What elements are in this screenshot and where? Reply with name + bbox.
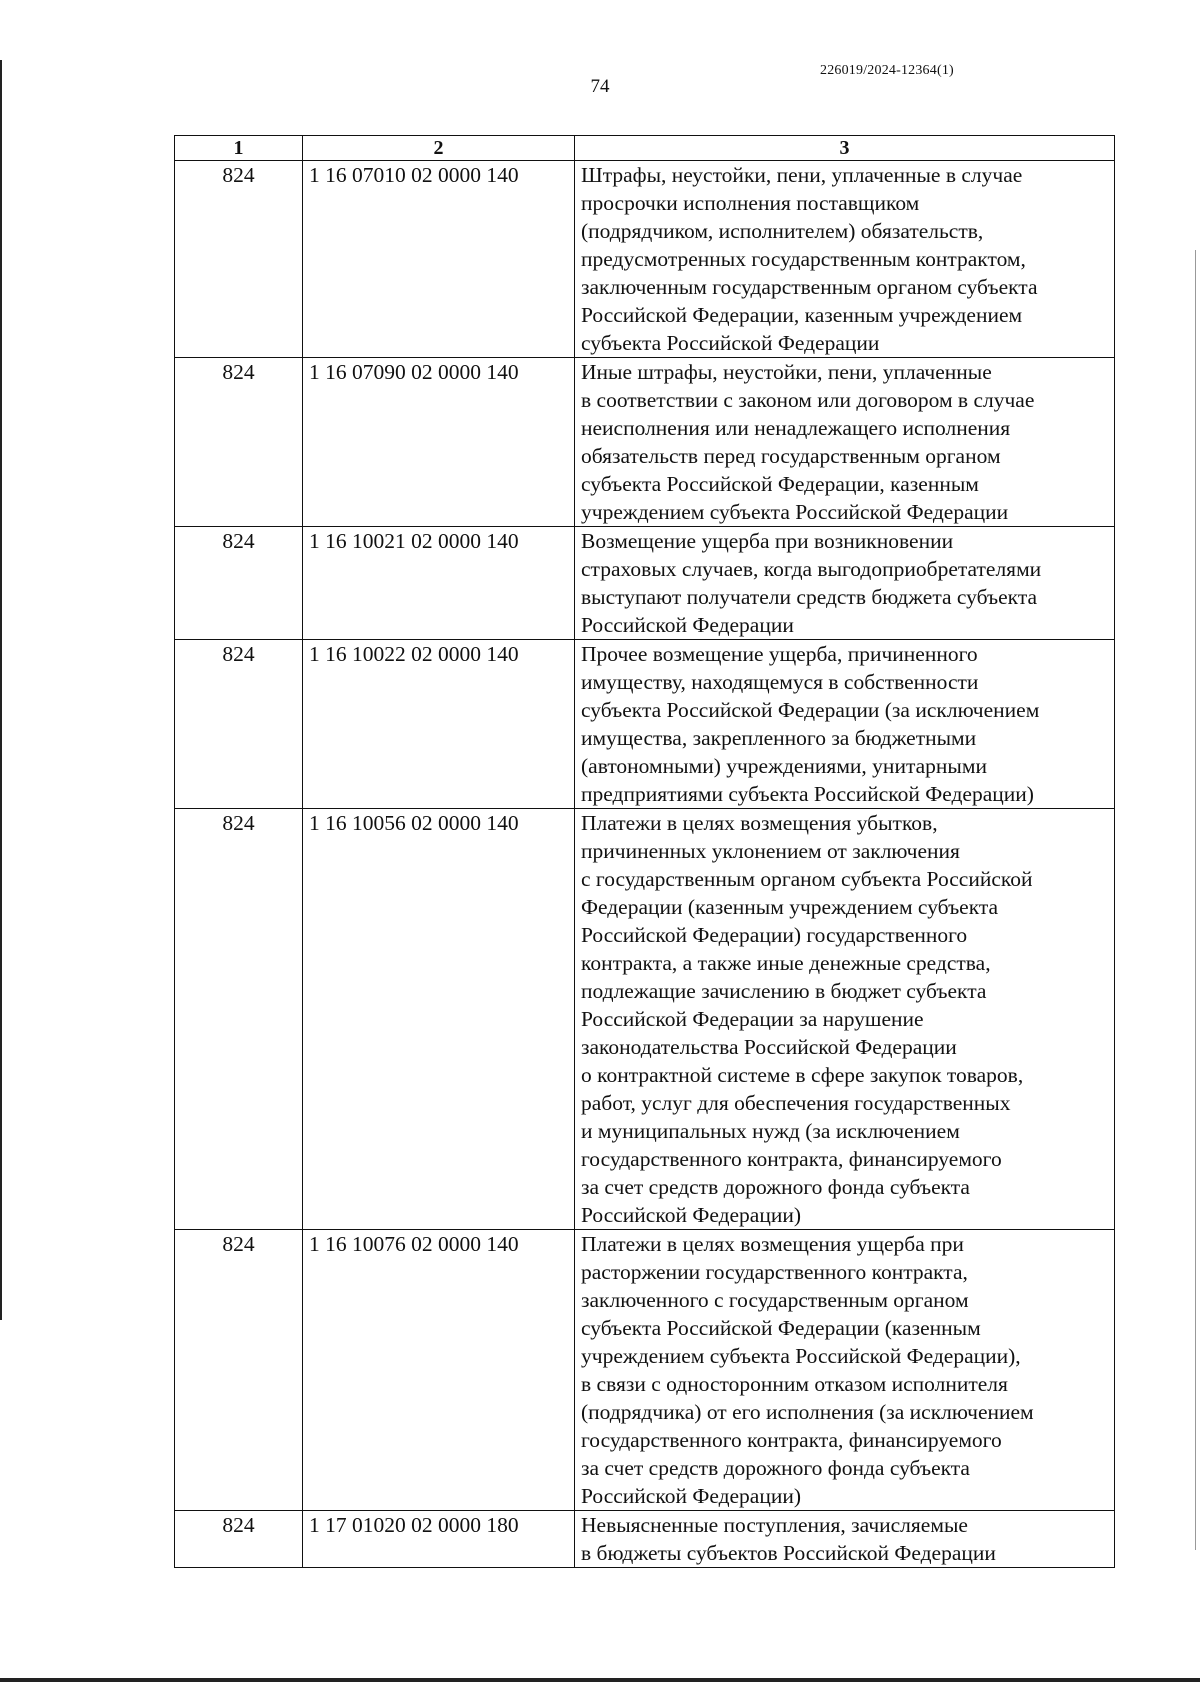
description-line: законодательства Российской Федерации [581,1035,957,1059]
description-line: Федерации (казенным учреждением субъекта [581,895,999,919]
column-header-2: 2 [303,136,575,161]
description-line: Российской Федерации [581,613,794,637]
column-header-3: 3 [575,136,1115,161]
description-cell [575,358,1115,527]
description-line: Российской Федерации) государственного [581,923,968,947]
description-line: Российской Федерации, казенным учреждением [581,303,1023,327]
table-row [175,1230,1115,1511]
description-line: субъекта Российской Федерации [581,331,880,355]
description-cell [575,1511,1115,1568]
description-line: и муниципальных нужд (за исключением [581,1119,960,1143]
description-line: субъекта Российской Федерации, казенным [581,472,979,496]
description-line: в связи с односторонним отказом исполнителя [581,1372,1008,1396]
budget-code-cell: 1 16 07010 02 0000 140 [303,161,575,358]
description-line: имуществу, находящемуся в собственности [581,670,979,694]
description-line: Штрафы, неустойки, пени, уплаченные в случае [581,163,1023,187]
description-line: предприятиями субъекта Российской Федерации) [581,782,1034,806]
admin-code-cell: 824 [175,358,303,527]
description-line: просрочки исполнения поставщиком [581,191,920,215]
admin-code-cell: 824 [175,1511,303,1568]
description-line: государственного контракта, финансируемого [581,1147,1002,1171]
table-row [175,358,1115,527]
description-line: выступают получатели средств бюджета субъекта [581,585,1038,609]
description-line: (подрядчика) от его исполнения (за исключением [581,1400,1034,1424]
table-row [175,161,1115,358]
description-line: (подрядчиком, исполнителем) обязательств, [581,219,984,243]
table-row [175,527,1115,640]
description-line: учреждением субъекта Российской Федерации), [581,1344,1021,1368]
description-line: работ, услуг для обеспечения государственных [581,1091,1011,1115]
document-id: 226019/2024-12364(1) [820,63,954,78]
description-cell [575,161,1115,358]
description-line: Российской Федерации) [581,1484,802,1508]
description-cell [575,527,1115,640]
table-row [175,1511,1115,1568]
description-line: подлежащие зачислению в бюджет субъекта [581,979,987,1003]
description-line: причиненных уклонением от заключения [581,839,960,863]
description-line: Российской Федерации) [581,1203,802,1227]
description-line: субъекта Российской Федерации (казенным [581,1316,981,1340]
description-line: неисполнения или ненадлежащего исполнения [581,416,1011,440]
budget-code-cell: 1 16 10056 02 0000 140 [303,809,575,1230]
description-line: Возмещение ущерба при возникновении [581,529,954,553]
admin-code-cell: 824 [175,161,303,358]
description-line: в соответствии с законом или договором в случае [581,388,1035,412]
description-line: Платежи в целях возмещения ущерба при [581,1232,964,1256]
description-cell [575,809,1115,1230]
description-line: обязательств перед государственным органом [581,444,1001,468]
description-line: Российской Федерации за нарушение [581,1007,924,1031]
description-line: Платежи в целях возмещения убытков, [581,811,938,835]
description-line: учреждением субъекта Российской Федерации [581,500,1009,524]
budget-code-cell: 1 16 10022 02 0000 140 [303,640,575,809]
budget-code-cell: 1 17 01020 02 0000 180 [303,1511,575,1568]
scan-edge-left [0,60,2,1320]
admin-code-cell: 824 [175,809,303,1230]
admin-code-cell: 824 [175,527,303,640]
table-body [175,161,1115,1568]
budget-code-cell: 1 16 10076 02 0000 140 [303,1230,575,1511]
description-line: государственного контракта, финансируемого [581,1428,1002,1452]
scan-edge-right [1195,250,1196,1550]
description-line: Иные штрафы, неустойки, пени, уплаченные [581,360,992,384]
budget-code-cell: 1 16 07090 02 0000 140 [303,358,575,527]
scan-edge-bottom [0,1678,1200,1682]
description-line: страховых случаев, когда выгодоприобретателями [581,557,1042,581]
description-line: в бюджеты субъектов Российской Федерации [581,1541,996,1565]
description-line: (автономными) учреждениями, унитарными [581,754,987,778]
description-line: с государственным органом субъекта Российской [581,867,1033,891]
table-row [175,640,1115,809]
description-line: заключенного с государственным органом [581,1288,969,1312]
table-header-row [175,136,1115,161]
description-line: расторжении государственного контракта, [581,1260,968,1284]
description-cell [575,1230,1115,1511]
description-line: о контрактной системе в сфере закупок товаров, [581,1063,1024,1087]
description-line: Прочее возмещение ущерба, причиненного [581,642,978,666]
admin-code-cell: 824 [175,640,303,809]
description-line: за счет средств дорожного фонда субъекта [581,1456,970,1480]
description-line: имущества, закрепленного за бюджетными [581,726,977,750]
column-header-1: 1 [175,136,303,161]
description-line: субъекта Российской Федерации (за исключением [581,698,1040,722]
description-line: за счет средств дорожного фонда субъекта [581,1175,970,1199]
budget-code-cell: 1 16 10021 02 0000 140 [303,527,575,640]
page-number: 74 [590,76,610,97]
description-line: Невыясненные поступления, зачисляемые [581,1513,968,1537]
description-line: контракта, а также иные денежные средства, [581,951,991,975]
budget-classification-table [174,135,1115,1568]
description-line: заключенным государственным органом субъекта [581,275,1038,299]
description-line: предусмотренных государственным контрактом, [581,247,1026,271]
description-cell [575,640,1115,809]
admin-code-cell: 824 [175,1230,303,1511]
table-row [175,809,1115,1230]
